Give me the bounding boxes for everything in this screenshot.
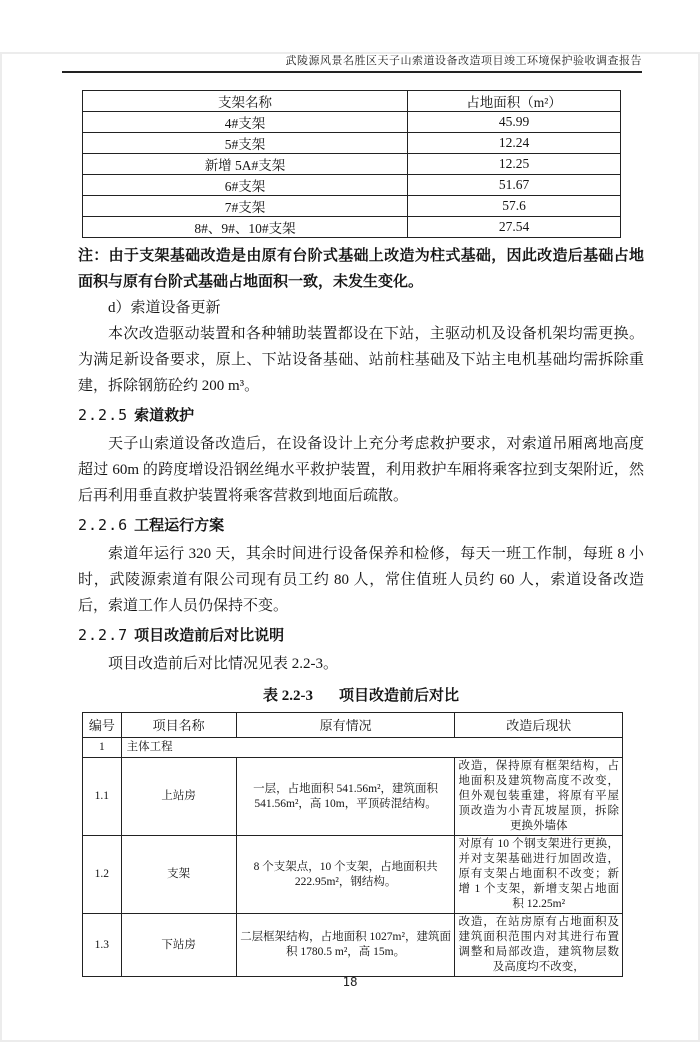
table-row: [83, 133, 621, 154]
paragraph-compare-reference: 项目改造前后对比情况见表 2.2-3。: [108, 656, 338, 672]
row-id-cell: 1.2: [83, 836, 122, 914]
row-id-cell: 1: [83, 738, 122, 758]
section-heading-2-2-6: [78, 514, 644, 537]
section-heading-2-2-5: [78, 404, 644, 427]
section-title: 工程运行方案: [134, 517, 225, 534]
support-name-column-header: 支架名称: [83, 91, 408, 112]
table-row: [83, 154, 621, 175]
section-title: 项目改造前后对比说明: [134, 627, 285, 644]
table-caption-label: 表 2.2-3: [262, 688, 313, 704]
table-note: 注：由于支架基础改造是由原有台阶式基础上改造为柱式基础，因此改造后基础占地面积与原有台阶式基础占地面积一致，未发生变化。: [78, 248, 644, 290]
support-area-cell: 12.24: [408, 133, 621, 154]
support-area-cell: 45.99: [408, 112, 621, 133]
table-row: [83, 836, 623, 914]
section-number: 2.2.5: [78, 406, 129, 424]
table-row: [83, 758, 623, 836]
table-caption-title: 项目改造前后对比: [338, 687, 459, 704]
section-title: 索道救护: [134, 407, 195, 424]
support-name-cell: 7#支架: [83, 196, 408, 217]
page-content: [78, 90, 644, 977]
col-header-before: 原有情况: [236, 713, 455, 738]
table-row: [83, 112, 621, 133]
project-name-cell: 下站房: [121, 914, 236, 977]
project-name-cell: 上站房: [121, 758, 236, 836]
support-name-cell: 4#支架: [83, 112, 408, 133]
before-cell: 一层，占地面积 541.56m²，建筑面积 541.56m²，高 10m，平顶砖混结构。: [236, 758, 455, 836]
section-heading-2-2-7: [78, 624, 644, 647]
after-cell: 改造，在站房原有占地面积及建筑面积范围内对其进行布置调整和局部改造，建筑物层数及高度均不改变，: [455, 914, 623, 977]
col-header-after: 改造后现状: [455, 713, 623, 738]
support-area-table: [82, 90, 621, 238]
comparison-table: [82, 712, 623, 977]
group-name-cell: 主体工程: [121, 738, 622, 758]
page-header: [62, 52, 642, 73]
support-area-column-header: 占地面积（m²）: [408, 91, 621, 112]
document-page: [0, 52, 700, 1042]
support-area-cell: 57.6: [408, 196, 621, 217]
project-name-cell: 支架: [121, 836, 236, 914]
before-cell: 8 个支架点，10 个支架，占地面积共 222.95m²，钢结构。: [236, 836, 455, 914]
row-id-cell: 1.3: [83, 914, 122, 977]
table-row: [83, 914, 623, 977]
support-name-cell: 8#、9#、10#支架: [83, 217, 408, 238]
support-area-cell: 51.67: [408, 175, 621, 196]
before-cell: 二层框架结构，占地面积 1027m²，建筑面积 1780.5 m²，高 15m。: [236, 914, 455, 977]
after-cell: 改造，保持原有框架结构，占地面积及建筑物高度不改变，但外观包装重建，将原有平屋顶改造为小青瓦坡屋顶，拆除更换外墙体: [455, 758, 623, 836]
support-area-cell: 12.25: [408, 154, 621, 175]
table-row: [83, 175, 621, 196]
support-name-cell: 新增 5A#支架: [83, 154, 408, 175]
support-name-cell: 6#支架: [83, 175, 408, 196]
paragraph-equipment-update: 本次改造驱动装置和各种辅助装置都设在下站，主驱动机及设备机架均需更换。为满足新设备要求，原上、下站设备基础、站前柱基础及下站主电机基础均需拆除重建，拆除钢筋砼约 200 m³。: [78, 326, 644, 394]
support-area-cell: 27.54: [408, 217, 621, 238]
comparison-table-header-row: [83, 713, 623, 738]
col-header-name: 项目名称: [121, 713, 236, 738]
after-cell: 对原有 10 个钢支架进行更换，并对支架基础进行加固改造，原有支架占地面积不改变；新增 1 个支架，新增支架占地面积 12.25m²: [455, 836, 623, 914]
section-number: 2.2.6: [78, 516, 129, 534]
support-name-cell: 5#支架: [83, 133, 408, 154]
support-table-header-row: [83, 91, 621, 112]
page-header-title: 武陵源风景名胜区天子山索道设备改造项目竣工环境保护验收调查报告: [285, 55, 642, 67]
paragraph-operation: 索道年运行 320 天，其余时间进行设备保养和检修，每天一班工作制，每班 8 小时，武陵源索道有限公司现有员工约 80 人，常住值班人员约 60 人，索道设备改造后，索道工作人员仍保持不变。: [78, 546, 644, 614]
table-row: [83, 196, 621, 217]
section-number: 2.2.7: [78, 626, 129, 644]
row-id-cell: 1.1: [83, 758, 122, 836]
table-row: [83, 217, 621, 238]
table-row-group: [83, 738, 623, 758]
list-item-d: d）索道设备更新: [108, 300, 221, 316]
col-header-id: 编号: [83, 713, 122, 738]
paragraph-rescue: 天子山索道设备改造后，在设备设计上充分考虑救护要求，对索道吊厢离地高度超过 60m 的跨度增设沿钢丝绳水平救护装置，利用救护车厢将乘客拉到支架附近，然后再利用垂直救护装置将乘客营救到地面后疏散。: [78, 436, 644, 504]
table-caption: [78, 684, 644, 705]
page-number: 18: [342, 974, 358, 989]
